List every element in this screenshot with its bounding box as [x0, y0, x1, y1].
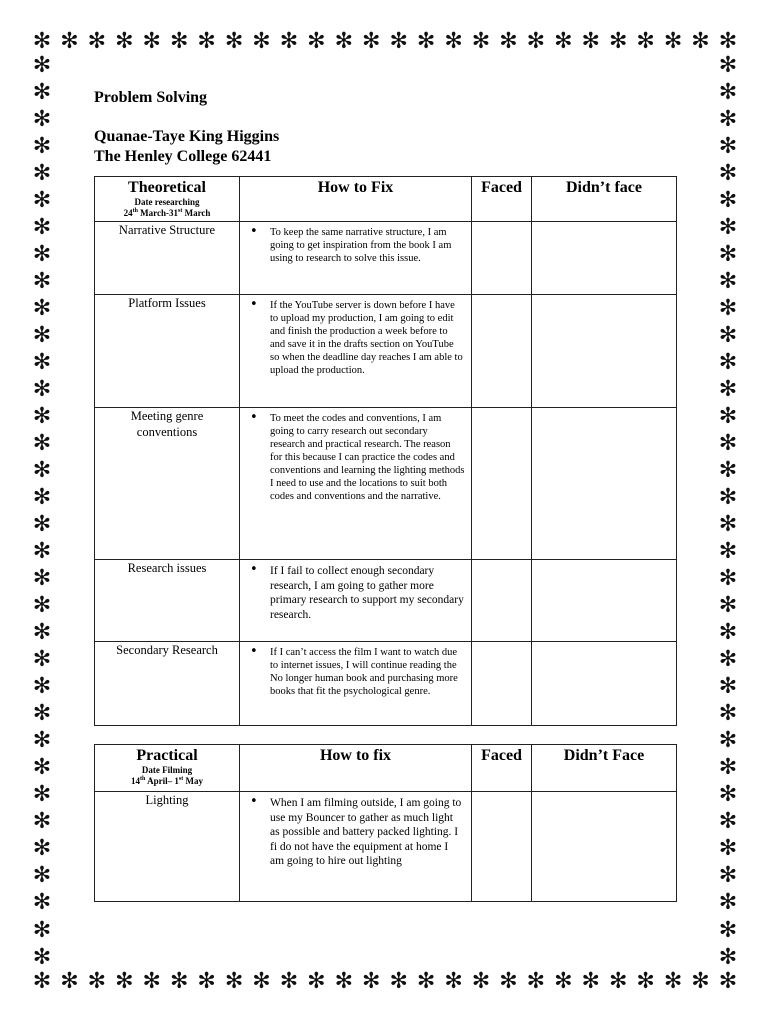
how-to-fix-header: How to Fix [240, 177, 472, 222]
table-row [95, 792, 677, 902]
row-fix [240, 295, 472, 408]
table-row [95, 560, 677, 642]
didnt-face-cell [532, 222, 677, 295]
asterisk-flower-icon: ✻ [32, 485, 52, 511]
fix-item [248, 412, 465, 503]
asterisk-flower-icon: ✻ [224, 30, 244, 54]
asterisk-flower-icon: ✻ [115, 970, 134, 994]
row-category: Research issues [95, 560, 240, 642]
row-fix [240, 408, 472, 560]
asterisk-flower-icon: ✻ [718, 134, 738, 160]
fix-item [248, 564, 465, 622]
asterisk-flower-icon: ✻ [691, 30, 710, 54]
asterisk-flower-icon: ✻ [718, 431, 738, 457]
didnt-face-header: Didn’t Face [532, 745, 677, 792]
asterisk-flower-icon: ✻ [32, 323, 52, 349]
didnt-face-cell [532, 295, 677, 408]
row-fix [240, 222, 472, 295]
asterisk-flower-icon: ✻ [499, 30, 518, 54]
asterisk-flower-icon: ✻ [554, 970, 573, 994]
theoretical-table [94, 176, 677, 726]
date-start-day: 14 [131, 776, 141, 786]
document-content [94, 88, 678, 902]
asterisk-flower-icon: ✻ [32, 134, 52, 160]
asterisk-flower-icon: ✻ [499, 970, 518, 994]
didnt-face-cell [532, 408, 677, 560]
asterisk-flower-icon: ✻ [32, 890, 52, 916]
faced-cell [472, 408, 532, 560]
author-name: Quanae-Taye King Higgins [94, 128, 280, 145]
asterisk-flower-icon: ✻ [169, 30, 189, 54]
practical-rows [95, 792, 677, 902]
asterisk-flower-icon: ✻ [389, 970, 408, 994]
asterisk-flower-icon: ✻ [471, 30, 491, 54]
asterisk-flower-icon: ✻ [718, 566, 738, 592]
table-header-row [95, 177, 677, 222]
asterisk-flower-icon: ✻ [362, 30, 381, 54]
asterisk-flower-icon: ✻ [32, 620, 52, 646]
practical-table [94, 744, 677, 902]
asterisk-flower-icon: ✻ [718, 863, 738, 889]
asterisk-flower-icon: ✻ [87, 970, 107, 994]
bullet-icon: • [250, 644, 258, 659]
asterisk-flower-icon: ✻ [718, 647, 738, 673]
didnt-face-cell [532, 792, 677, 902]
row-category: Narrative Structure [95, 222, 240, 295]
asterisk-flower-icon: ✻ [526, 970, 546, 994]
table-row [95, 295, 677, 408]
asterisk-flower-icon: ✻ [718, 323, 738, 349]
asterisk-flower-icon: ✻ [718, 944, 738, 970]
table-header-row [95, 745, 677, 792]
asterisk-flower-icon: ✻ [32, 188, 52, 214]
fix-text: If I can’t access the film I want to watch due to internet issues, I will continue reading the No longer human book and purchasing more books that fit the psychological genre. [270, 647, 458, 697]
asterisk-flower-icon: ✻ [334, 970, 354, 994]
asterisk-flower-icon: ✻ [718, 836, 738, 862]
asterisk-flower-icon: ✻ [252, 30, 271, 54]
asterisk-flower-icon: ✻ [60, 30, 79, 54]
asterisk-flower-icon: ✻ [718, 404, 738, 430]
asterisk-flower-icon: ✻ [279, 970, 299, 994]
asterisk-flower-icon: ✻ [32, 54, 52, 78]
category-header-title: Practical [136, 747, 198, 764]
fix-text: To meet the codes and conventions, I am going to carry research out secondary research and practical research. The reason for this because I can practice the codes and conventions and learning the lighting methods I need to use and the locations to suit both codes and conventions and the narrative. [270, 413, 465, 502]
asterisk-flower-icon: ✻ [32, 809, 52, 835]
row-category: Platform Issues [95, 295, 240, 408]
asterisk-flower-icon: ✻ [718, 458, 738, 484]
asterisk-flower-icon: ✻ [334, 30, 354, 54]
date-end-suffix: st [178, 208, 183, 214]
asterisk-flower-icon: ✻ [718, 890, 738, 916]
asterisk-flower-icon: ✻ [444, 970, 463, 994]
asterisk-flower-icon: ✻ [718, 539, 738, 565]
fix-item [248, 796, 465, 869]
bullet-icon: • [250, 794, 258, 809]
date-end-month: March [182, 208, 211, 218]
row-category: Secondary Research [95, 642, 240, 726]
faced-cell [472, 295, 532, 408]
asterisk-flower-icon: ✻ [718, 269, 738, 295]
faced-cell [472, 560, 532, 642]
row-fix [240, 560, 472, 642]
category-header-title: Theoretical [128, 179, 206, 196]
faced-cell [472, 792, 532, 902]
row-fix [240, 642, 472, 726]
asterisk-flower-icon: ✻ [718, 107, 738, 133]
date-range [95, 208, 239, 219]
asterisk-flower-icon: ✻ [718, 728, 738, 754]
date-start-month: April– 1 [145, 776, 179, 786]
asterisk-flower-icon: ✻ [32, 350, 52, 376]
asterisk-flower-icon: ✻ [32, 944, 52, 970]
table-row [95, 642, 677, 726]
asterisk-flower-icon: ✻ [32, 30, 52, 54]
asterisk-flower-icon: ✻ [718, 188, 738, 214]
asterisk-flower-icon: ✻ [636, 30, 655, 54]
asterisk-flower-icon: ✻ [691, 970, 710, 994]
asterisk-flower-icon: ✻ [416, 970, 436, 994]
asterisk-flower-icon: ✻ [32, 161, 52, 187]
date-start-suffix: th [132, 208, 138, 214]
date-start-suffix: th [140, 776, 146, 782]
date-end-month: May [183, 776, 203, 786]
bullet-icon: • [250, 410, 258, 425]
asterisk-flower-icon: ✻ [169, 970, 189, 994]
asterisk-flower-icon: ✻ [718, 80, 738, 106]
asterisk-flower-icon: ✻ [32, 647, 52, 673]
asterisk-flower-icon: ✻ [279, 30, 299, 54]
fix-item [248, 646, 465, 698]
asterisk-flower-icon: ✻ [197, 30, 216, 54]
date-end-suffix: st [178, 776, 184, 782]
fix-text: If I fail to collect enough secondary research, I am going to gather more primary research to support my secondary research. [270, 565, 464, 621]
faced-cell [472, 642, 532, 726]
decorative-border-right [716, 54, 740, 970]
asterisk-flower-icon: ✻ [32, 917, 52, 943]
asterisk-flower-icon: ✻ [416, 30, 436, 54]
asterisk-flower-icon: ✻ [32, 377, 52, 403]
asterisk-flower-icon: ✻ [142, 970, 161, 994]
asterisk-flower-icon: ✻ [718, 54, 738, 78]
asterisk-flower-icon: ✻ [60, 970, 79, 994]
asterisk-flower-icon: ✻ [32, 782, 52, 808]
how-to-fix-header: How to fix [240, 745, 472, 792]
theory-rows [95, 222, 677, 726]
asterisk-flower-icon: ✻ [362, 970, 381, 994]
asterisk-flower-icon: ✻ [224, 970, 244, 994]
decorative-border-bottom [30, 970, 740, 994]
asterisk-flower-icon: ✻ [636, 970, 655, 994]
asterisk-flower-icon: ✻ [32, 107, 52, 133]
asterisk-flower-icon: ✻ [718, 512, 738, 538]
asterisk-flower-icon: ✻ [87, 30, 107, 54]
asterisk-flower-icon: ✻ [663, 30, 683, 54]
asterisk-flower-icon: ✻ [307, 970, 326, 994]
asterisk-flower-icon: ✻ [718, 917, 738, 943]
asterisk-flower-icon: ✻ [554, 30, 573, 54]
didnt-face-cell [532, 560, 677, 642]
asterisk-flower-icon: ✻ [197, 970, 216, 994]
document-title: Problem Solving [94, 89, 208, 106]
row-category: Lighting [95, 792, 240, 902]
date-start-month: March-31 [137, 208, 178, 218]
asterisk-flower-icon: ✻ [718, 215, 738, 241]
fix-text: When I am filming outside, I am going to use my Bouncer to gather as much light as possible and battery packed lighting. I fi do not have the equipment at home I am going to hire out lighting [270, 797, 462, 867]
asterisk-flower-icon: ✻ [389, 30, 408, 54]
asterisk-flower-icon: ✻ [471, 970, 491, 994]
asterisk-flower-icon: ✻ [252, 970, 271, 994]
asterisk-flower-icon: ✻ [718, 593, 738, 619]
asterisk-flower-icon: ✻ [32, 836, 52, 862]
asterisk-flower-icon: ✻ [608, 970, 628, 994]
date-label: Date Filming [141, 765, 193, 775]
asterisk-flower-icon: ✻ [663, 970, 683, 994]
asterisk-flower-icon: ✻ [32, 269, 52, 295]
asterisk-flower-icon: ✻ [32, 701, 52, 727]
asterisk-flower-icon: ✻ [32, 80, 52, 106]
asterisk-flower-icon: ✻ [32, 242, 52, 268]
date-label: Date researching [134, 197, 200, 207]
asterisk-flower-icon: ✻ [718, 485, 738, 511]
asterisk-flower-icon: ✻ [718, 970, 738, 994]
asterisk-flower-icon: ✻ [526, 30, 546, 54]
faced-header: Faced [472, 177, 532, 222]
asterisk-flower-icon: ✻ [115, 30, 134, 54]
asterisk-flower-icon: ✻ [32, 970, 52, 994]
asterisk-flower-icon: ✻ [718, 296, 738, 322]
asterisk-flower-icon: ✻ [32, 431, 52, 457]
category-header [95, 745, 240, 792]
college-name: The Henley College 62441 [94, 148, 272, 165]
asterisk-flower-icon: ✻ [581, 970, 600, 994]
asterisk-flower-icon: ✻ [718, 701, 738, 727]
asterisk-flower-icon: ✻ [608, 30, 628, 54]
bullet-icon: • [250, 297, 258, 312]
asterisk-flower-icon: ✻ [718, 809, 738, 835]
decorative-border-top [30, 30, 740, 54]
fix-text: To keep the same narrative structure, I am going to get inspiration from the book I am using to research to solve this issue. [270, 227, 452, 264]
date-range [95, 776, 239, 787]
bullet-icon: • [250, 224, 258, 239]
asterisk-flower-icon: ✻ [581, 30, 600, 54]
asterisk-flower-icon: ✻ [32, 539, 52, 565]
row-category: Meeting genre conventions [95, 408, 240, 560]
category-header [95, 177, 240, 222]
asterisk-flower-icon: ✻ [718, 674, 738, 700]
asterisk-flower-icon: ✻ [32, 458, 52, 484]
asterisk-flower-icon: ✻ [444, 30, 463, 54]
asterisk-flower-icon: ✻ [718, 30, 738, 54]
asterisk-flower-icon: ✻ [32, 593, 52, 619]
asterisk-flower-icon: ✻ [32, 512, 52, 538]
asterisk-flower-icon: ✻ [307, 30, 326, 54]
didnt-face-cell [532, 642, 677, 726]
asterisk-flower-icon: ✻ [718, 242, 738, 268]
asterisk-flower-icon: ✻ [32, 755, 52, 781]
asterisk-flower-icon: ✻ [32, 674, 52, 700]
asterisk-flower-icon: ✻ [718, 377, 738, 403]
faced-cell [472, 222, 532, 295]
asterisk-flower-icon: ✻ [32, 863, 52, 889]
asterisk-flower-icon: ✻ [718, 620, 738, 646]
faced-header: Faced [472, 745, 532, 792]
asterisk-flower-icon: ✻ [718, 782, 738, 808]
fix-item [248, 299, 465, 377]
date-start-day: 24 [123, 208, 133, 218]
asterisk-flower-icon: ✻ [32, 404, 52, 430]
decorative-border-left [30, 54, 54, 970]
asterisk-flower-icon: ✻ [32, 215, 52, 241]
row-fix [240, 792, 472, 902]
fix-item [248, 226, 465, 265]
table-row [95, 408, 677, 560]
asterisk-flower-icon: ✻ [32, 296, 52, 322]
asterisk-flower-icon: ✻ [32, 728, 52, 754]
asterisk-flower-icon: ✻ [718, 161, 738, 187]
asterisk-flower-icon: ✻ [718, 350, 738, 376]
didnt-face-header: Didn’t face [532, 177, 677, 222]
table-row [95, 222, 677, 295]
asterisk-flower-icon: ✻ [718, 755, 738, 781]
asterisk-flower-icon: ✻ [32, 566, 52, 592]
asterisk-flower-icon: ✻ [142, 30, 161, 54]
fix-text: If the YouTube server is down before I have to upload my production, I am going to edit and finish the production a week before to and save it in the drafts section on YouTube so when the deadline day reaches I am able to upload the production. [270, 300, 463, 376]
bullet-icon: • [250, 562, 258, 577]
